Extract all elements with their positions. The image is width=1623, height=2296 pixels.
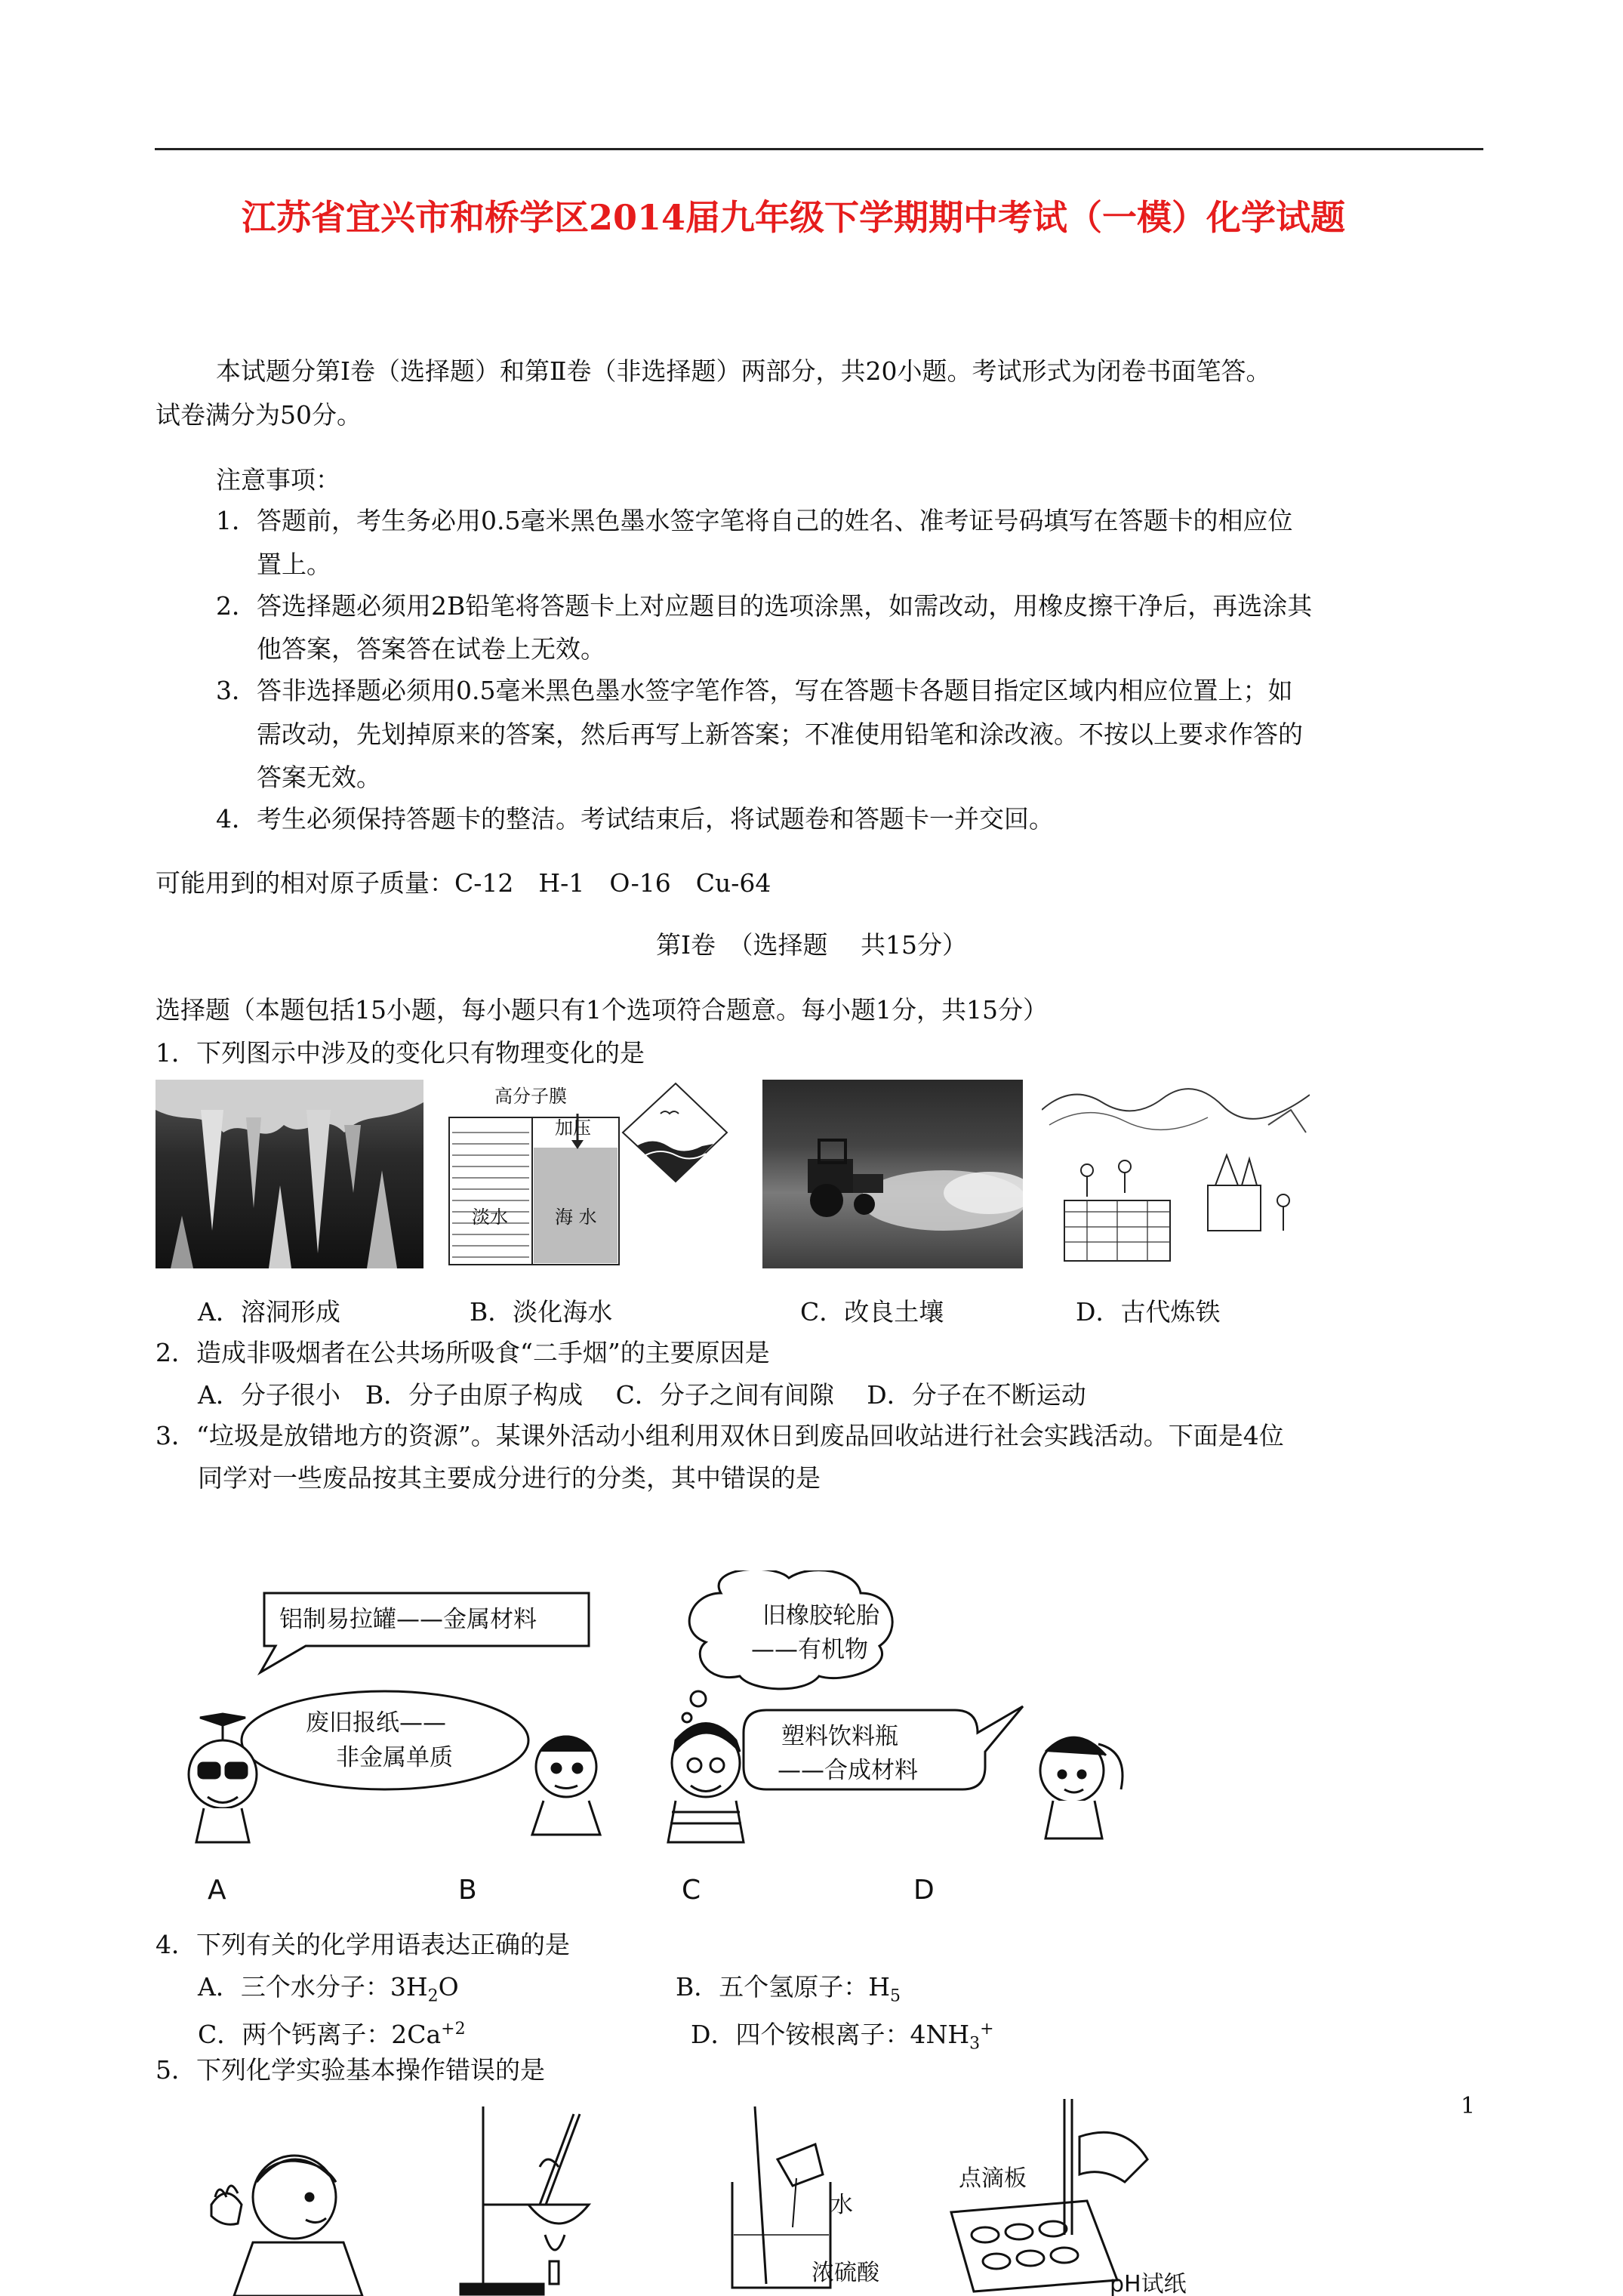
q3-caption-c: C: [682, 1875, 701, 1906]
q1-image-cave: [156, 1080, 423, 1268]
note-2-line-1: 2．答选择题必须用2B铅笔将答题卡上对应题目的选项涂黑，如需改动，用橡皮擦干净后，再选涂其: [216, 591, 1313, 621]
q2-stem: 2．造成非吸烟者在公共场所吸食“二手烟”的主要原因是: [156, 1338, 770, 1367]
q3-stem-line-1: 3．“垃圾是放错地方的资源”。某课外活动小组利用双休日到废品回收站进行社会实践活动。下面是4位: [156, 1421, 1284, 1450]
q1-stem: 1．下列图示中涉及的变化只有物理变化的是: [156, 1038, 645, 1068]
note-1-line-1: 1．答题前，考生务必用0.5毫米黑色墨水签字笔将自己的姓名、准考证号码填写在答题卡的相应位: [216, 506, 1293, 535]
q3-caption-b: B: [458, 1875, 477, 1906]
q4-option-a: A．三个水分子：$3H_2O$: [198, 1972, 459, 2006]
header-rule: [155, 148, 1483, 150]
q4-stem: 4．下列有关的化学用语表达正确的是: [156, 1930, 570, 1959]
q3-caption-d: D: [913, 1875, 935, 1906]
note-3-line-2: 需改动，先划掉原来的答案，然后再写上新答案；不准使用铅笔和涂改液。不按以上要求作答的: [257, 720, 1303, 749]
note-3-line-3: 答案无效。: [257, 763, 381, 792]
q3-caption-a: A: [208, 1875, 226, 1906]
q5-stem: 5．下列化学实验基本操作错误的是: [156, 2055, 545, 2085]
q1-option-c: C．改良土壤: [800, 1297, 944, 1327]
note-4-line-1: 4．考生必须保持答题卡的整洁。考试结束后，将试题卷和答题卡一并交回。: [216, 804, 1054, 834]
q4-option-c: C．两个钙离子：$2Ca^{+2}$: [198, 2020, 466, 2049]
note-1-line-2: 置上。: [257, 550, 331, 579]
q4-option-d: D．四个铵根离子：$4NH_3^+$: [691, 2020, 994, 2054]
q3-bubble-b-line-1: 废旧报纸——: [306, 1709, 446, 1737]
section-1-instruction: 选择题（本题包括15小题，每小题只有1个选项符合题意。每小题1分，共15分）: [156, 995, 1048, 1025]
q3-bubble-d-line-1: 塑料饮料瓶: [781, 1723, 898, 1750]
page-number: 1: [1461, 2093, 1476, 2119]
q3-cartoon: [177, 1570, 1151, 1906]
section-1-title: 第Ⅰ卷 （选择题 共15分）: [655, 930, 968, 960]
q5-figures: [196, 2091, 1223, 2296]
q5-label-water: 水: [830, 2192, 853, 2218]
q5-label-acid: 浓硫酸: [812, 2260, 879, 2286]
q3-bubble-d-line-2: ——合成材料: [778, 1757, 918, 1784]
q1-option-a: A．溶洞形成: [198, 1297, 340, 1327]
page-title: 江苏省宜兴市和桥学区2014届九年级下学期期中考试（一模）化学试题: [242, 197, 1346, 238]
intro-line-2: 试卷满分为50分。: [156, 400, 362, 430]
q3-bubble-c-line-1: 旧橡胶轮胎: [762, 1602, 879, 1629]
q1-option-b: B．淡化海水: [470, 1297, 613, 1327]
atomic-masses: 可能用到的相对原子质量：C-12 H-1 O-16 Cu-64: [156, 868, 771, 898]
q1-image-iron-smelting: [1042, 1080, 1310, 1268]
q1-label-sea: 海 水: [555, 1207, 597, 1228]
q3-bubble-c-line-2: ——有机物: [751, 1636, 868, 1663]
note-3-line-1: 3．答非选择题必须用0.5毫米黑色墨水签字笔作答，写在答题卡各题目指定区域内相应位置上；如: [216, 676, 1293, 705]
q1-label-membrane: 高分子膜: [494, 1086, 567, 1107]
q3-bubble-a: 铝制易拉罐——金属材料: [279, 1606, 537, 1633]
q5-label-paper: pH试纸: [1110, 2271, 1187, 2296]
q3-bubble-b-line-2: 非金属单质: [336, 1744, 453, 1771]
q4-option-b: B．五个氢原子：$H_5$: [676, 1972, 901, 2006]
note-2-line-2: 他答案，答案答在试卷上无效。: [257, 634, 605, 664]
q1-image-desalination: [442, 1080, 728, 1268]
intro-line-1: 本试题分第Ⅰ卷（选择题）和第Ⅱ卷（非选择题）两部分，共20小题。考试形式为闭卷书面笔答。: [216, 356, 1271, 386]
q1-label-fresh: 淡水: [472, 1207, 508, 1228]
q5-label-plate: 点滴板: [959, 2165, 1027, 2192]
q3-stem-line-2: 同学对一些废品按其主要成分进行的分类，其中错误的是: [198, 1463, 821, 1493]
q1-label-pressure: 加压: [555, 1117, 591, 1139]
q1-image-tractor: [762, 1080, 1023, 1268]
q2-options: A．分子很小 B．分子由原子构成 C．分子之间有间隙 D．分子在不断运动: [198, 1380, 1086, 1410]
q1-option-d: D．古代炼铁: [1076, 1297, 1221, 1327]
notes-heading: 注意事项：: [216, 465, 340, 495]
